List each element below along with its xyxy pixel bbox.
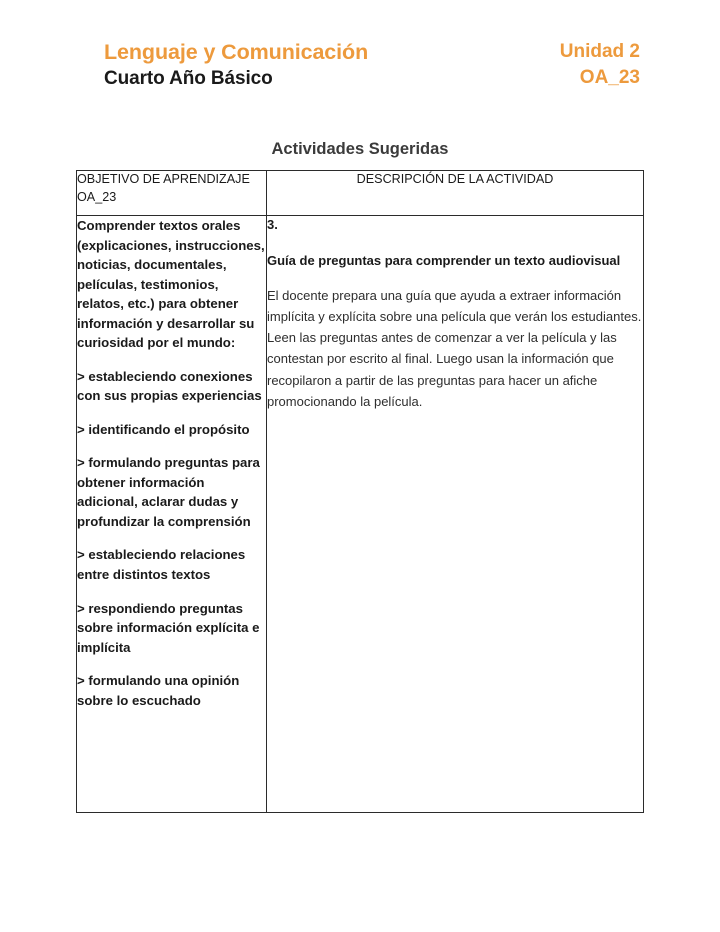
table-row [77,216,644,813]
activity-description-cell [267,216,644,813]
objective-bullet: > formulando preguntas para obtener información adicional, aclarar dudas y profundizar la comprensión [77,455,260,529]
subject-title: Lenguaje y Comunicación [104,40,369,64]
activity-subtitle: Guía de preguntas para comprender un texto audiovisual [267,252,621,268]
unit-label: Unidad 2 [559,41,640,62]
grade-title: Cuarto Año Básico [104,67,273,89]
column-header-description: DESCRIPCIÓN DE LA ACTIVIDAD [267,171,644,216]
objective-bullet: > respondiendo preguntas sobre información explícita e implícita [77,600,260,655]
column-header-objective: OBJETIVO DE APRENDIZAJE OA_23 [77,171,267,216]
section-title: Actividades Sugeridas [271,140,449,158]
objective-bullet: > identificando el propósito [77,421,250,437]
header-left-block [104,40,368,91]
objective-bullet: > estableciendo relaciones entre distintos textos [77,547,246,582]
document-header [104,40,640,91]
activity-body-text: El docente prepara una guía que ayuda a extraer información implícita y explícita sobre una película que verán los estudiantes. Leen las preguntas antes de comenzar a ver la película y las contestan por escrito al final. Luego usan la información que recopilaron a partir de las preguntas para hacer un afiche promocionando la película. [267,288,642,409]
objective-bullet: > estableciendo conexiones con sus propias experiencias [77,368,262,404]
objective-cell [77,216,267,813]
activity-number: 3. [267,217,278,232]
objective-statement: Comprender textos orales (explicaciones, instrucciones, noticias, documentales, películas, testimonios, relatos, etc.) para obtener información y desarrollar su curiosidad por el mundo: [77,218,265,351]
table-header-row [77,171,644,216]
header-right-block [560,40,640,90]
activities-table [76,170,644,813]
objective-bullet: > formulando una opinión sobre lo escuchado [77,673,240,708]
oa-code-label: OA_23 [579,66,640,88]
